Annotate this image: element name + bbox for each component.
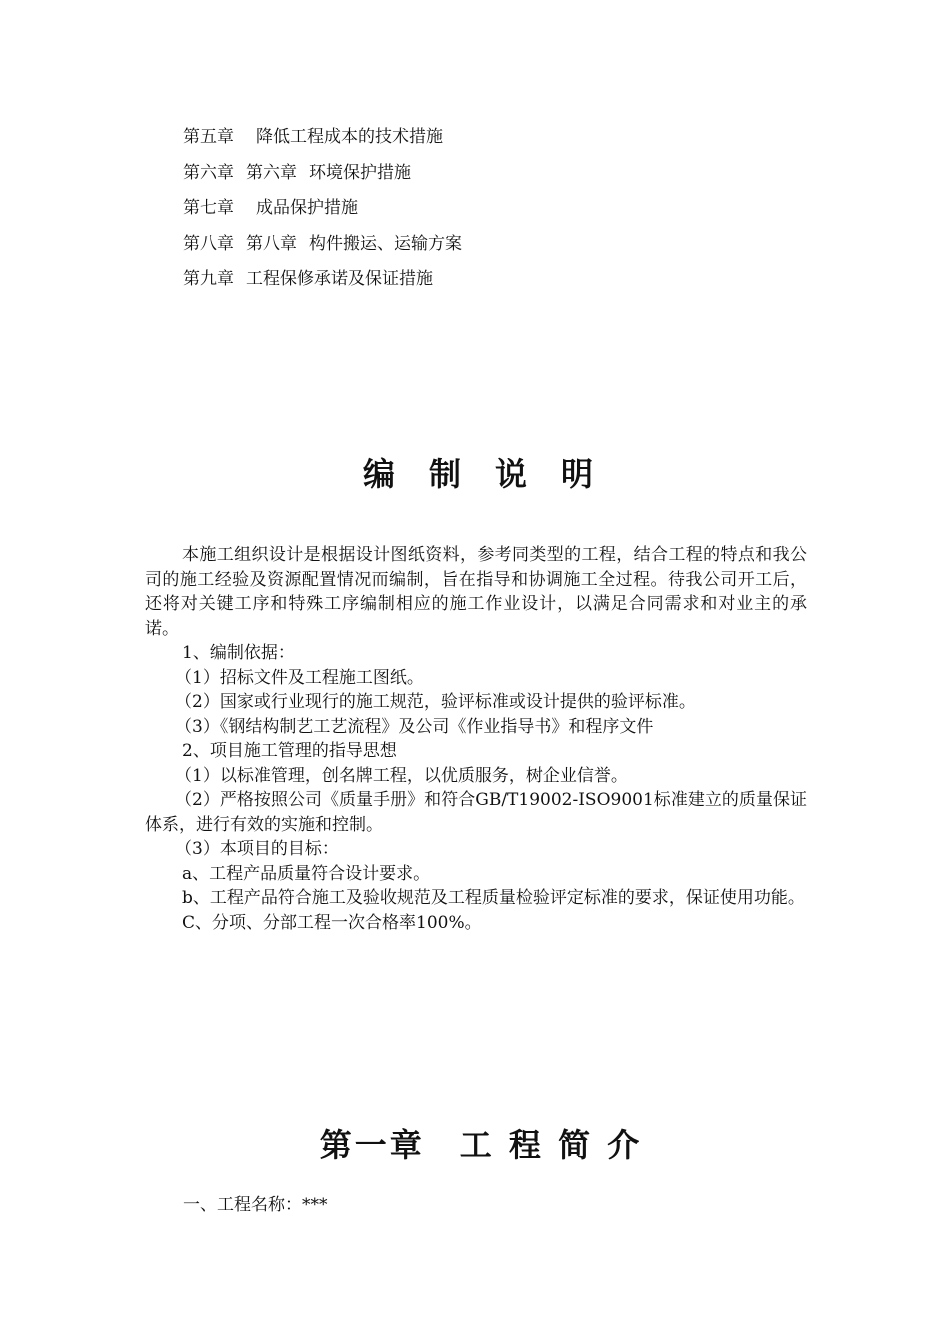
paragraph: （3）本项目的目标： bbox=[175, 839, 339, 859]
paragraph: （2）严格按照公司《质量手册》和符合GB/T19002-ISO9001标准建立的质量保证体系，进行有效的实施和控制。 bbox=[145, 790, 807, 835]
toc-title: 工程保修承诺及保证措施 bbox=[246, 269, 433, 289]
toc-title: 环境保护措施 bbox=[309, 162, 411, 183]
toc-chapter-repeat: 第六章 bbox=[246, 162, 297, 183]
chapter-title-project-overview: 第一章 工 程 简 介 bbox=[319, 1126, 643, 1164]
toc-chapter: 第六章 bbox=[183, 162, 234, 183]
paragraph: （3）《钢结构制艺工艺流程》及公司《作业指导书》和程序文件 bbox=[175, 716, 654, 737]
toc-chapter: 第八章 bbox=[183, 233, 234, 254]
toc-line[interactable] bbox=[183, 160, 462, 196]
toc-line[interactable] bbox=[183, 266, 462, 302]
section-title-compilation-notes: 编制说明 bbox=[362, 455, 627, 493]
toc-title: 构件搬运、运输方案 bbox=[309, 233, 462, 254]
paragraph: （1）以标准管理，创名牌工程，以优质服务，树企业信誉。 bbox=[175, 765, 628, 786]
toc-title: 成品保护措施 bbox=[256, 198, 358, 218]
paragraph: 2、项目施工管理的指导思想 bbox=[182, 741, 397, 761]
toc-line[interactable] bbox=[183, 195, 462, 231]
toc-chapter-repeat: 第八章 bbox=[246, 233, 297, 254]
project-name-line: 一、工程名称：*** bbox=[183, 1195, 328, 1215]
toc-line[interactable] bbox=[183, 124, 462, 160]
paragraph: 1、编制依据： bbox=[182, 643, 295, 663]
toc-chapter: 第九章 bbox=[183, 269, 234, 289]
toc-title: 降低工程成本的技术措施 bbox=[256, 127, 443, 147]
paragraph: a、工程产品质量符合设计要求。 bbox=[182, 863, 431, 884]
toc-line[interactable] bbox=[183, 231, 462, 267]
compilation-notes-body bbox=[145, 543, 807, 935]
paragraph: C、分项、分部工程一次合格率100%。 bbox=[182, 912, 482, 933]
toc-chapter: 第五章 bbox=[183, 127, 234, 147]
table-of-contents bbox=[183, 124, 462, 302]
paragraph: b、工程产品符合施工及验收规范及工程质量检验评定标准的要求，保证使用功能。 bbox=[182, 888, 805, 908]
toc-chapter: 第七章 bbox=[183, 198, 234, 218]
paragraph: （2）国家或行业现行的施工规范，验评标准或设计提供的验评标准。 bbox=[175, 692, 696, 712]
paragraph: 本施工组织设计是根据设计图纸资料，参考同类型的工程，结合工程的特点和我公司的施工经验及资源配置情况而编制，旨在指导和协调施工全过程。待我公司开工后，还将对关键工序和特殊工序编制相应的施工作业设计，以满足合同需求和对业主的承诺。 bbox=[145, 545, 807, 639]
paragraph: （1）招标文件及工程施工图纸。 bbox=[175, 667, 424, 688]
